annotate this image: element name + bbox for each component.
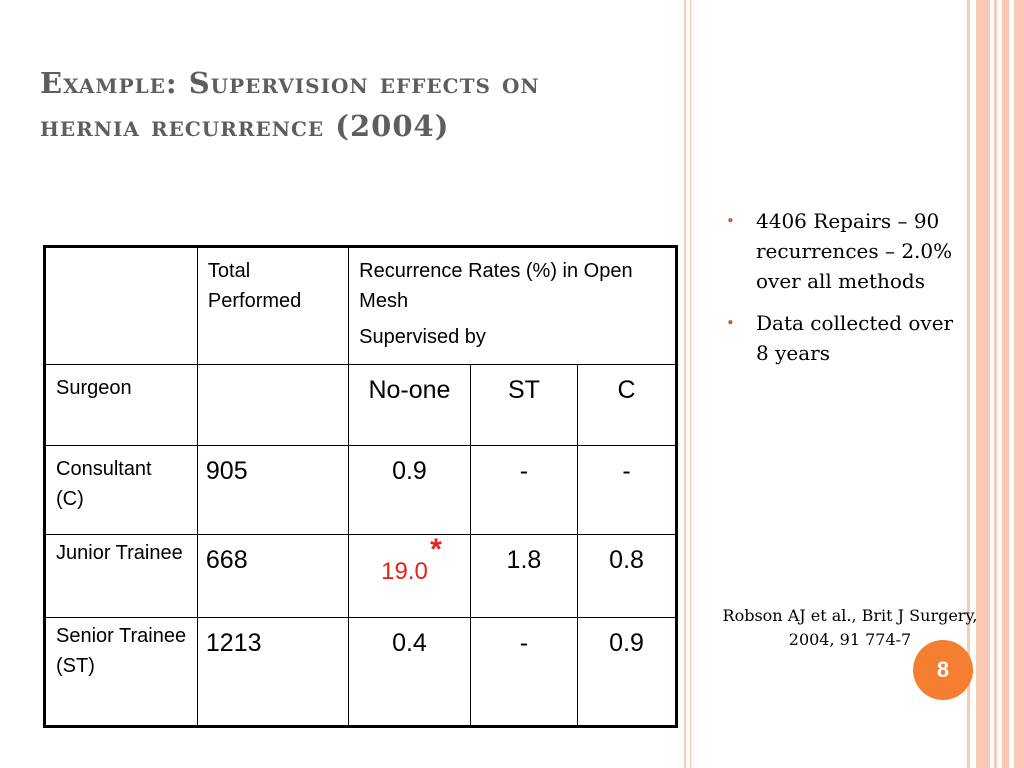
subheader-c: C	[578, 365, 677, 446]
bullet-text: Data collected over 8 years	[756, 311, 954, 365]
cell-st: -	[470, 446, 577, 535]
header-recurrence-rates	[349, 247, 677, 365]
bullet-list	[726, 206, 956, 380]
slide-title-line2: hernia recurrence (2004)	[40, 109, 450, 143]
bullet-item	[726, 308, 956, 368]
cell-c: 0.8	[578, 535, 677, 618]
table-row	[45, 446, 677, 535]
header-recurrence-line1: Recurrence Rates (%) in Open Mesh	[359, 260, 633, 312]
slide-title-line1: Example: Supervision effects on	[40, 66, 540, 100]
table-row	[45, 618, 677, 727]
table-subheader-row	[45, 365, 677, 446]
cell-c: -	[578, 446, 677, 535]
cell-no-one-highlight	[349, 535, 471, 618]
citation: Robson AJ et al., Brit J Surgery, 2004, 91 774-7	[722, 606, 978, 649]
subheader-total-blank	[197, 365, 348, 446]
subheader-no-one: No-one	[349, 365, 471, 446]
cell-st: 1.8	[470, 535, 577, 618]
bullet-item	[726, 206, 956, 296]
cell-st: -	[470, 618, 577, 727]
bullet-text: 4406 Repairs – 90 recurrences – 2.0% over all methods	[756, 209, 953, 293]
highlighted-value-text: 19.0	[381, 558, 428, 585]
cell-total: 1213	[197, 618, 348, 727]
slide-title	[40, 62, 680, 148]
header-total-performed: Total Performed	[197, 247, 348, 365]
bullet-dot-icon: •	[726, 212, 735, 230]
table-header-row	[45, 247, 677, 365]
cell-total: 905	[197, 446, 348, 535]
cell-c: 0.9	[578, 618, 677, 727]
row-label-consultant	[45, 446, 198, 535]
bullet-dot-icon: •	[726, 314, 735, 332]
table-row	[45, 535, 677, 618]
row-label-line2: (C)	[56, 488, 84, 510]
cell-no-one: 0.9	[349, 446, 471, 535]
page-number-badge: 8	[913, 640, 973, 700]
decorative-stripes	[684, 0, 1024, 768]
highlighted-value	[381, 533, 442, 587]
cell-total: 668	[197, 535, 348, 618]
row-label-senior-trainee: Senior Trainee (ST)	[45, 618, 198, 727]
row-label-junior-trainee: Junior Trainee	[45, 535, 198, 618]
cell-no-one: 0.4	[349, 618, 471, 727]
significance-asterisk: *	[430, 533, 442, 566]
header-supervised-by: Supervised by	[359, 326, 486, 348]
header-blank-cell	[45, 247, 198, 365]
recurrence-table	[43, 245, 678, 728]
subheader-surgeon: Surgeon	[45, 365, 198, 446]
row-label-line1: Consultant	[56, 458, 152, 480]
subheader-st: ST	[470, 365, 577, 446]
